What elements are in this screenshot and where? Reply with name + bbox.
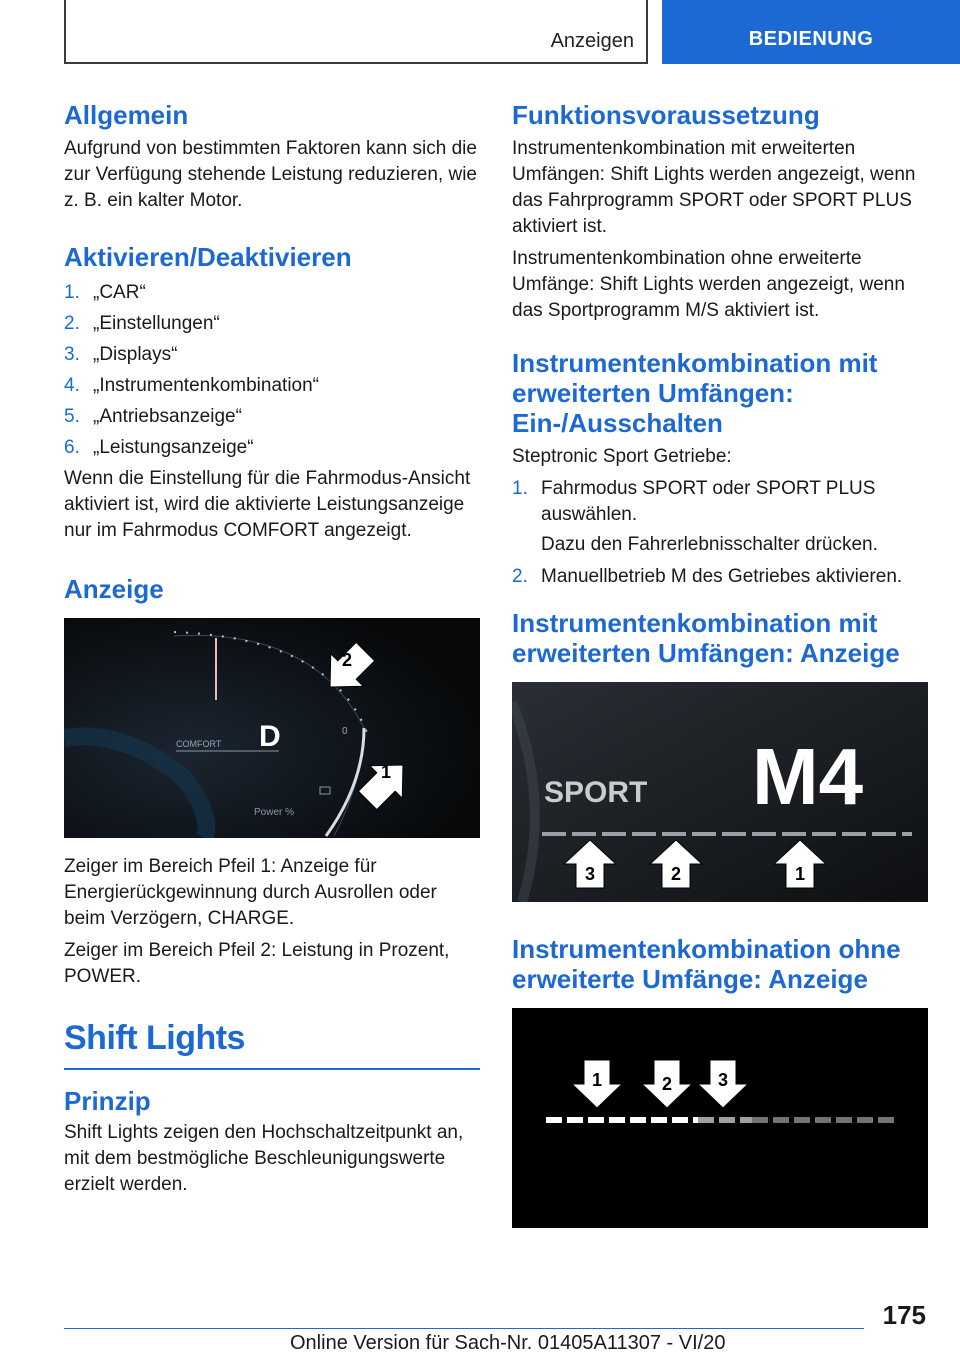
steps-list-right <box>512 476 928 590</box>
svg-text:1: 1 <box>794 864 806 884</box>
heading-allgemein: Allgemein <box>64 100 189 130</box>
step-text: „Instrumentenkombination“ <box>93 375 319 396</box>
paragraph-funktion-mit: Instrumentenkombination mit erweiterten Umfängen: Shift Lights werden angezeigt, wenn das Fahrprogramm SPORT oder SPORT PLUS aktiviert ist. <box>512 138 916 237</box>
list-item <box>64 311 480 337</box>
header-chapter-tab: BEDIENUNG <box>662 0 960 64</box>
paragraph-fahrmodus: Wenn die Einstellung für die Fahrmodus-Ansicht aktiviert ist, wird die aktivierte Leistungsanzeige nur im Fahrmodus COMFORT angezeigt. <box>64 468 471 541</box>
paragraph-steptronic: Steptronic Sport Getriebe: <box>512 446 732 467</box>
step-text: „Antriebsanzeige“ <box>93 406 242 427</box>
sub-step-text: Dazu den Fahrerlebnisschalter drücken. <box>541 534 878 555</box>
paragraph-pfeil2: Zeiger im Bereich Pfeil 2: Leistung in Prozent, POWER. <box>64 940 450 987</box>
shift-lights-mit-illustration <box>512 682 928 902</box>
step-text: „Displays“ <box>93 344 178 365</box>
zero-mark: 0 <box>342 726 348 737</box>
footer-divider <box>64 1328 864 1329</box>
svg-text:3: 3 <box>717 1070 729 1090</box>
paragraph-allgemein: Aufgrund von bestimmten Faktoren kann sich die zur Verfügung stehende Leistung reduzieren, wie z. B. ein kalter Motor. <box>64 138 477 211</box>
shift-lights-ohne-image <box>512 1008 928 1228</box>
svg-text:2: 2 <box>661 1074 673 1094</box>
svg-text:2: 2 <box>670 864 682 884</box>
heading-ein-ausschalten: Instrumentenkombination mit erweiterten Umfängen: Ein-/Ausschalten <box>512 348 878 438</box>
heading-funktionsvoraussetzung: Funktionsvoraussetzung <box>512 100 820 130</box>
list-item <box>512 476 928 528</box>
svg-text:1: 1 <box>591 1070 603 1090</box>
step-text: „CAR“ <box>93 282 146 303</box>
paragraph-pfeil1: Zeiger im Bereich Pfeil 1: Anzeige für Energierückgewinnung durch Ausrollen oder beim Verzögern, CHARGE. <box>64 856 437 929</box>
shift-lights-ohne-illustration <box>512 1008 928 1228</box>
gauge-image <box>64 618 480 838</box>
heading-anzeige: Anzeige <box>64 574 164 604</box>
heading-mit-anzeige: Instrumentenkombination mit erweiterten Umfängen: Anzeige <box>512 608 900 668</box>
gauge-illustration <box>64 618 480 838</box>
list-item <box>512 564 928 590</box>
svg-text:1: 1 <box>380 762 392 782</box>
heading-aktivieren: Aktivieren/Deaktivieren <box>64 242 352 272</box>
page-number: 175 <box>882 1300 926 1330</box>
step-number: 1. <box>512 478 528 499</box>
list-item <box>64 280 480 306</box>
list-item <box>64 373 480 399</box>
step-text: „Leistungsanzeige“ <box>93 437 254 458</box>
section-divider <box>64 1068 480 1070</box>
step-number: 3. <box>64 344 80 365</box>
step-text: „Einstellungen“ <box>93 313 220 334</box>
step-number: 2. <box>512 566 528 587</box>
list-item <box>64 404 480 430</box>
right-column <box>512 100 928 1228</box>
heading-prinzip: Prinzip <box>64 1086 151 1116</box>
step-text: Fahrmodus SPORT oder SPORT PLUS auswählen. <box>541 478 876 525</box>
heading-shift-lights: Shift Lights <box>64 1019 245 1057</box>
svg-text:2: 2 <box>341 650 353 670</box>
list-item <box>64 435 480 461</box>
paragraph-funktion-ohne: Instrumentenkombination ohne erweiterte Umfänge: Shift Lights werden angezeigt, wenn das Sportprogramm M/S aktiviert ist. <box>512 248 905 321</box>
comfort-label: COMFORT <box>176 739 222 749</box>
left-column <box>64 100 480 1198</box>
header-section-title: Anzeigen <box>550 30 634 52</box>
step-text: Manuellbetrieb M des Getriebes aktivieren. <box>541 566 903 587</box>
paragraph-prinzip: Shift Lights zeigen den Hochschaltzeitpunkt an, mit dem bestmögliche Beschleunigungswerte erzielt werden. <box>64 1122 464 1195</box>
step-number: 4. <box>64 375 80 396</box>
step-number: 2. <box>64 313 80 334</box>
svg-text:3: 3 <box>584 864 596 884</box>
gear-m4-label: M4 <box>752 732 864 821</box>
list-item <box>64 342 480 368</box>
gear-indicator: D <box>259 720 281 753</box>
footer-text: Online Version für Sach-Nr. 01405A11307 - VI/20 <box>290 1332 726 1354</box>
step-number: 6. <box>64 437 80 458</box>
shift-lights-mit-image <box>512 682 928 902</box>
steps-list-left <box>64 280 480 461</box>
sport-label: SPORT <box>544 776 648 809</box>
power-label: Power % <box>254 807 295 818</box>
heading-ohne-anzeige: Instrumentenkombination ohne erweiterte Umfänge: Anzeige <box>512 934 901 994</box>
step-number: 5. <box>64 406 80 427</box>
step-number: 1. <box>64 282 80 303</box>
